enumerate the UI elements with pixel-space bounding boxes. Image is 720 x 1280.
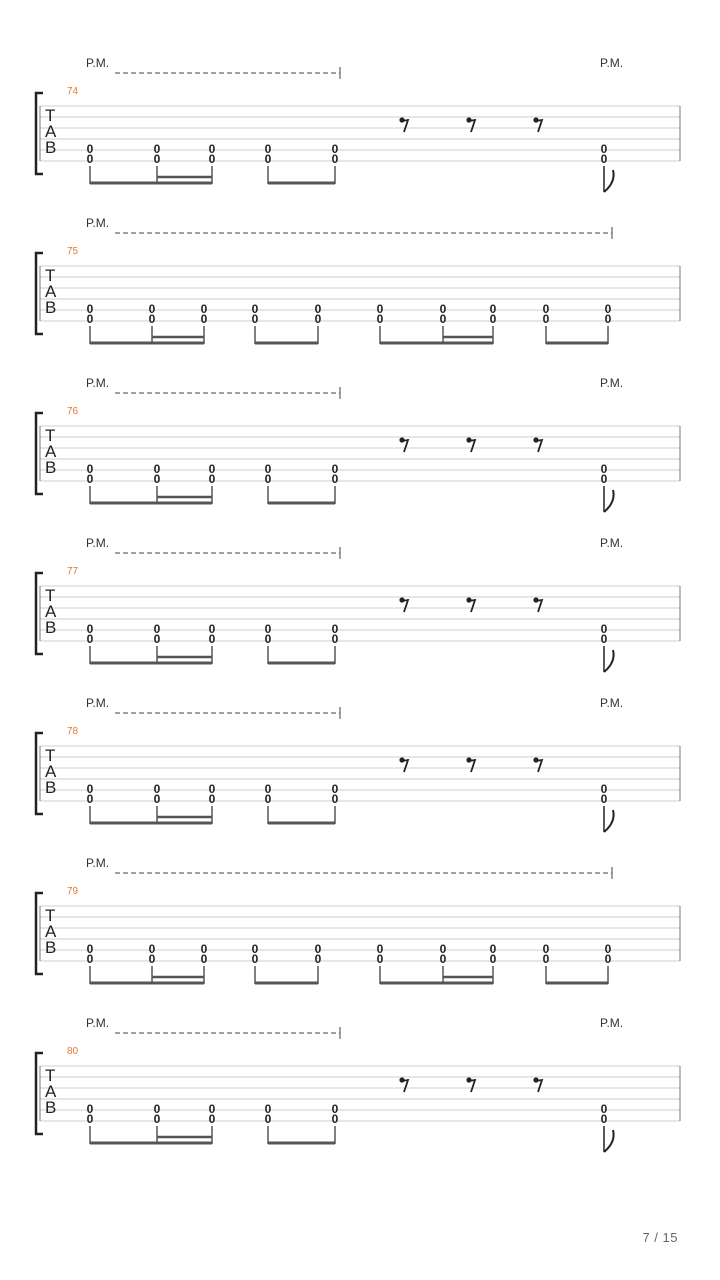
measure-number: 80 — [67, 1046, 79, 1057]
fret-number: 0 — [331, 472, 339, 486]
fret-number: 0 — [376, 302, 384, 316]
measure-number: 76 — [67, 406, 79, 417]
fret-number: 0 — [86, 952, 94, 966]
palm-mute-label: P.M. — [86, 536, 110, 550]
note-flag — [604, 1130, 614, 1152]
fret-number: 0 — [86, 472, 94, 486]
fret-number: 0 — [200, 312, 208, 326]
fret-number: 0 — [542, 942, 550, 956]
fret-number: 0 — [314, 312, 322, 326]
fret-number: 0 — [604, 312, 612, 326]
staff-system — [36, 56, 680, 192]
fret-number: 0 — [376, 942, 384, 956]
fret-number: 0 — [489, 312, 497, 326]
fret-number: 0 — [331, 1112, 339, 1126]
tab-clef-letter: T — [45, 746, 56, 765]
fret-number: 0 — [600, 782, 608, 796]
fret-number: 0 — [264, 472, 272, 486]
palm-mute-label: P.M. — [86, 376, 110, 390]
fret-number: 0 — [251, 952, 259, 966]
fret-number: 0 — [200, 302, 208, 316]
fret-number: 0 — [489, 942, 497, 956]
page-number: 7 / 15 — [642, 1230, 678, 1245]
fret-number: 0 — [208, 472, 216, 486]
fret-number: 0 — [439, 942, 447, 956]
fret-number: 0 — [153, 792, 161, 806]
fret-number: 0 — [200, 942, 208, 956]
fret-number: 0 — [208, 1112, 216, 1126]
tab-clef-letter: T — [45, 586, 56, 605]
palm-mute-label: P.M. — [600, 536, 624, 550]
palm-mute-label: P.M. — [86, 216, 110, 230]
fret-number: 0 — [86, 942, 94, 956]
tab-clef-letter: A — [45, 1082, 57, 1101]
fret-number: 0 — [331, 1102, 339, 1116]
tab-clef-letter: B — [45, 618, 57, 637]
fret-number: 0 — [208, 462, 216, 476]
fret-number: 0 — [86, 792, 94, 806]
palm-mute-label: P.M. — [86, 56, 110, 70]
note-flag — [604, 490, 614, 512]
fret-number: 0 — [604, 942, 612, 956]
fret-number: 0 — [489, 302, 497, 316]
fret-number: 0 — [600, 632, 608, 646]
fret-number: 0 — [264, 792, 272, 806]
note-flag — [604, 170, 614, 192]
tab-clef-letter: T — [45, 906, 56, 925]
fret-number: 0 — [331, 142, 339, 156]
tab-clef-letter: A — [45, 122, 57, 141]
palm-mute-label: P.M. — [86, 856, 110, 870]
fret-number: 0 — [86, 782, 94, 796]
fret-number: 0 — [439, 312, 447, 326]
fret-number: 0 — [153, 1112, 161, 1126]
fret-number: 0 — [208, 782, 216, 796]
fret-number: 0 — [331, 792, 339, 806]
fret-number: 0 — [439, 302, 447, 316]
fret-number: 0 — [86, 632, 94, 646]
fret-number: 0 — [542, 312, 550, 326]
fret-number: 0 — [86, 1112, 94, 1126]
fret-number: 0 — [86, 622, 94, 636]
fret-number: 0 — [542, 302, 550, 316]
measure-number: 74 — [67, 86, 79, 97]
fret-number: 0 — [153, 142, 161, 156]
tab-clef-letter: T — [45, 426, 56, 445]
fret-number: 0 — [148, 302, 156, 316]
tab-clef-letter: A — [45, 602, 57, 621]
fret-number: 0 — [600, 152, 608, 166]
staff-system — [36, 856, 680, 984]
tab-clef-letter: B — [45, 1098, 57, 1117]
staff-system — [36, 696, 680, 832]
fret-number: 0 — [153, 462, 161, 476]
palm-mute-label: P.M. — [600, 696, 624, 710]
fret-number: 0 — [264, 782, 272, 796]
fret-number: 0 — [600, 792, 608, 806]
tab-clef-letter: B — [45, 778, 57, 797]
staff-system — [36, 536, 680, 672]
fret-number: 0 — [153, 1102, 161, 1116]
fret-number: 0 — [600, 622, 608, 636]
fret-number: 0 — [264, 152, 272, 166]
note-flag — [604, 650, 614, 672]
measure-number: 79 — [67, 886, 79, 897]
palm-mute-label: P.M. — [600, 1016, 624, 1030]
tab-clef-letter: T — [45, 266, 56, 285]
staff-system — [36, 376, 680, 512]
tab-clef-letter: A — [45, 762, 57, 781]
palm-mute-label: P.M. — [600, 56, 624, 70]
fret-number: 0 — [331, 462, 339, 476]
fret-number: 0 — [264, 1102, 272, 1116]
fret-number: 0 — [208, 142, 216, 156]
fret-number: 0 — [264, 632, 272, 646]
palm-mute-label: P.M. — [86, 1016, 110, 1030]
fret-number: 0 — [200, 952, 208, 966]
tab-clef-letter: B — [45, 458, 57, 477]
fret-number: 0 — [600, 462, 608, 476]
fret-number: 0 — [600, 142, 608, 156]
fret-number: 0 — [489, 952, 497, 966]
tab-clef-letter: A — [45, 922, 57, 941]
fret-number: 0 — [331, 782, 339, 796]
fret-number: 0 — [331, 632, 339, 646]
fret-number: 0 — [86, 1102, 94, 1116]
palm-mute-label: P.M. — [600, 376, 624, 390]
tab-clef-letter: B — [45, 138, 57, 157]
fret-number: 0 — [264, 142, 272, 156]
fret-number: 0 — [604, 952, 612, 966]
fret-number: 0 — [439, 952, 447, 966]
staff-system — [36, 1016, 680, 1152]
staff-system — [36, 216, 680, 344]
fret-number: 0 — [153, 472, 161, 486]
fret-number: 0 — [251, 312, 259, 326]
fret-number: 0 — [148, 312, 156, 326]
measure-number: 77 — [67, 566, 79, 577]
fret-number: 0 — [153, 632, 161, 646]
fret-number: 0 — [604, 302, 612, 316]
fret-number: 0 — [153, 152, 161, 166]
tab-clef-letter: A — [45, 442, 57, 461]
fret-number: 0 — [314, 302, 322, 316]
fret-number: 0 — [86, 462, 94, 476]
fret-number: 0 — [208, 1102, 216, 1116]
fret-number: 0 — [86, 152, 94, 166]
tab-clef-letter: T — [45, 106, 56, 125]
fret-number: 0 — [251, 302, 259, 316]
tab-clef-letter: T — [45, 1066, 56, 1085]
tab-clef-letter: A — [45, 282, 57, 301]
fret-number: 0 — [542, 952, 550, 966]
fret-number: 0 — [600, 472, 608, 486]
fret-number: 0 — [208, 792, 216, 806]
measure-number: 75 — [67, 246, 79, 257]
fret-number: 0 — [600, 1112, 608, 1126]
measure-number: 78 — [67, 726, 79, 737]
fret-number: 0 — [331, 622, 339, 636]
tab-clef-letter: B — [45, 298, 57, 317]
fret-number: 0 — [153, 782, 161, 796]
palm-mute-label: P.M. — [86, 696, 110, 710]
fret-number: 0 — [148, 942, 156, 956]
fret-number: 0 — [376, 312, 384, 326]
fret-number: 0 — [314, 942, 322, 956]
fret-number: 0 — [148, 952, 156, 966]
fret-number: 0 — [264, 1112, 272, 1126]
fret-number: 0 — [86, 302, 94, 316]
fret-number: 0 — [251, 942, 259, 956]
fret-number: 0 — [376, 952, 384, 966]
fret-number: 0 — [208, 622, 216, 636]
fret-number: 0 — [600, 1102, 608, 1116]
note-flag — [604, 810, 614, 832]
fret-number: 0 — [208, 152, 216, 166]
tab-clef-letter: B — [45, 938, 57, 957]
fret-number: 0 — [86, 142, 94, 156]
fret-number: 0 — [331, 152, 339, 166]
fret-number: 0 — [264, 462, 272, 476]
fret-number: 0 — [86, 312, 94, 326]
fret-number: 0 — [264, 622, 272, 636]
fret-number: 0 — [208, 632, 216, 646]
fret-number: 0 — [314, 952, 322, 966]
fret-number: 0 — [153, 622, 161, 636]
